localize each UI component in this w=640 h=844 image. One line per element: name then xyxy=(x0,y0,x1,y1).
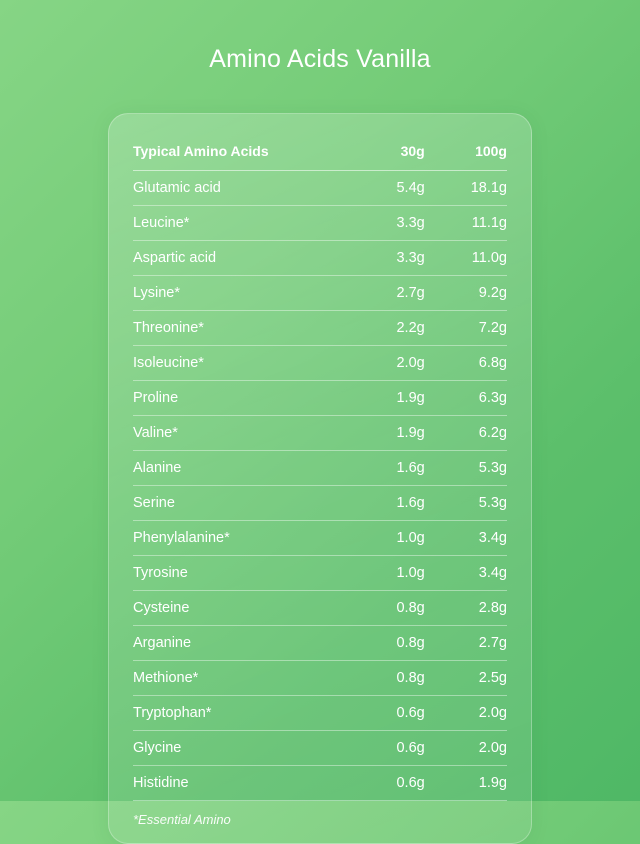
amino-acid-serving-value: 1.9g xyxy=(342,415,424,450)
amino-acid-name: Histidine xyxy=(133,765,342,800)
amino-acid-serving-value: 0.6g xyxy=(342,730,424,765)
table-row xyxy=(133,485,507,520)
amino-acid-name: Proline xyxy=(133,380,342,415)
amino-acid-name: Leucine* xyxy=(133,205,342,240)
table-row xyxy=(133,170,507,205)
amino-acid-per-hundred-value: 9.2g xyxy=(425,275,507,310)
amino-acid-per-hundred-value: 2.5g xyxy=(425,660,507,695)
amino-acid-name: Glycine xyxy=(133,730,342,765)
amino-acid-serving-value: 1.0g xyxy=(342,555,424,590)
table-row xyxy=(133,345,507,380)
amino-acid-per-hundred-value: 6.3g xyxy=(425,380,507,415)
amino-acid-per-hundred-value: 5.3g xyxy=(425,450,507,485)
table-row xyxy=(133,450,507,485)
table-row xyxy=(133,730,507,765)
table-row xyxy=(133,625,507,660)
amino-acid-serving-value: 2.7g xyxy=(342,275,424,310)
table-row xyxy=(133,275,507,310)
table-body xyxy=(133,170,507,800)
amino-acid-name: Cysteine xyxy=(133,590,342,625)
amino-acid-serving-value: 0.6g xyxy=(342,765,424,800)
amino-acid-name: Aspartic acid xyxy=(133,240,342,275)
table-footnote: *Essential Amino xyxy=(133,811,231,827)
amino-acid-serving-value: 0.8g xyxy=(342,625,424,660)
amino-acid-name: Isoleucine* xyxy=(133,345,342,380)
table-row xyxy=(133,555,507,590)
amino-acid-per-hundred-value: 3.4g xyxy=(425,555,507,590)
amino-acid-serving-value: 2.2g xyxy=(342,310,424,345)
amino-acid-serving-value: 0.8g xyxy=(342,660,424,695)
amino-acid-serving-value: 2.0g xyxy=(342,345,424,380)
amino-acid-serving-value: 0.6g xyxy=(342,695,424,730)
amino-acid-per-hundred-value: 6.2g xyxy=(425,415,507,450)
amino-acid-per-hundred-value: 2.0g xyxy=(425,730,507,765)
table-row xyxy=(133,695,507,730)
amino-acid-serving-value: 1.6g xyxy=(342,450,424,485)
column-header-serving: 30g xyxy=(342,134,424,171)
table-row xyxy=(133,590,507,625)
table-header xyxy=(133,134,507,171)
amino-acid-serving-value: 1.0g xyxy=(342,520,424,555)
amino-acid-name: Serine xyxy=(133,485,342,520)
amino-acid-per-hundred-value: 2.7g xyxy=(425,625,507,660)
table-row xyxy=(133,660,507,695)
amino-acid-serving-value: 3.3g xyxy=(342,205,424,240)
amino-acid-per-hundred-value: 18.1g xyxy=(425,170,507,205)
amino-acid-per-hundred-value: 1.9g xyxy=(425,765,507,800)
table-header-row xyxy=(133,134,507,171)
amino-acid-serving-value: 1.9g xyxy=(342,380,424,415)
amino-acid-serving-value: 3.3g xyxy=(342,240,424,275)
amino-acid-name: Alanine xyxy=(133,450,342,485)
table-row xyxy=(133,310,507,345)
amino-acid-name: Tyrosine xyxy=(133,555,342,590)
amino-acid-per-hundred-value: 11.1g xyxy=(425,205,507,240)
table-row xyxy=(133,765,507,800)
amino-acid-serving-value: 1.6g xyxy=(342,485,424,520)
amino-acid-name: Methione* xyxy=(133,660,342,695)
column-header-name: Typical Amino Acids xyxy=(133,134,342,171)
amino-acid-per-hundred-value: 3.4g xyxy=(425,520,507,555)
amino-acid-name: Lysine* xyxy=(133,275,342,310)
amino-acid-name: Tryptophan* xyxy=(133,695,342,730)
amino-acid-per-hundred-value: 6.8g xyxy=(425,345,507,380)
amino-acid-per-hundred-value: 11.0g xyxy=(425,240,507,275)
amino-acid-serving-value: 0.8g xyxy=(342,590,424,625)
amino-acid-name: Threonine* xyxy=(133,310,342,345)
table-row xyxy=(133,240,507,275)
amino-acid-per-hundred-value: 5.3g xyxy=(425,485,507,520)
amino-acid-name: Valine* xyxy=(133,415,342,450)
page-title: Amino Acids Vanilla xyxy=(209,45,431,73)
table-row xyxy=(133,380,507,415)
amino-acid-serving-value: 5.4g xyxy=(342,170,424,205)
amino-acids-table xyxy=(133,134,507,801)
amino-acid-name: Arganine xyxy=(133,625,342,660)
table-row xyxy=(133,520,507,555)
amino-acid-per-hundred-value: 2.8g xyxy=(425,590,507,625)
nutrition-card xyxy=(108,113,532,844)
amino-acid-per-hundred-value: 7.2g xyxy=(425,310,507,345)
amino-acid-per-hundred-value: 2.0g xyxy=(425,695,507,730)
table-row xyxy=(133,415,507,450)
amino-acid-name: Glutamic acid xyxy=(133,170,342,205)
amino-acid-name: Phenylalanine* xyxy=(133,520,342,555)
column-header-per-hundred: 100g xyxy=(425,134,507,171)
table-row xyxy=(133,205,507,240)
